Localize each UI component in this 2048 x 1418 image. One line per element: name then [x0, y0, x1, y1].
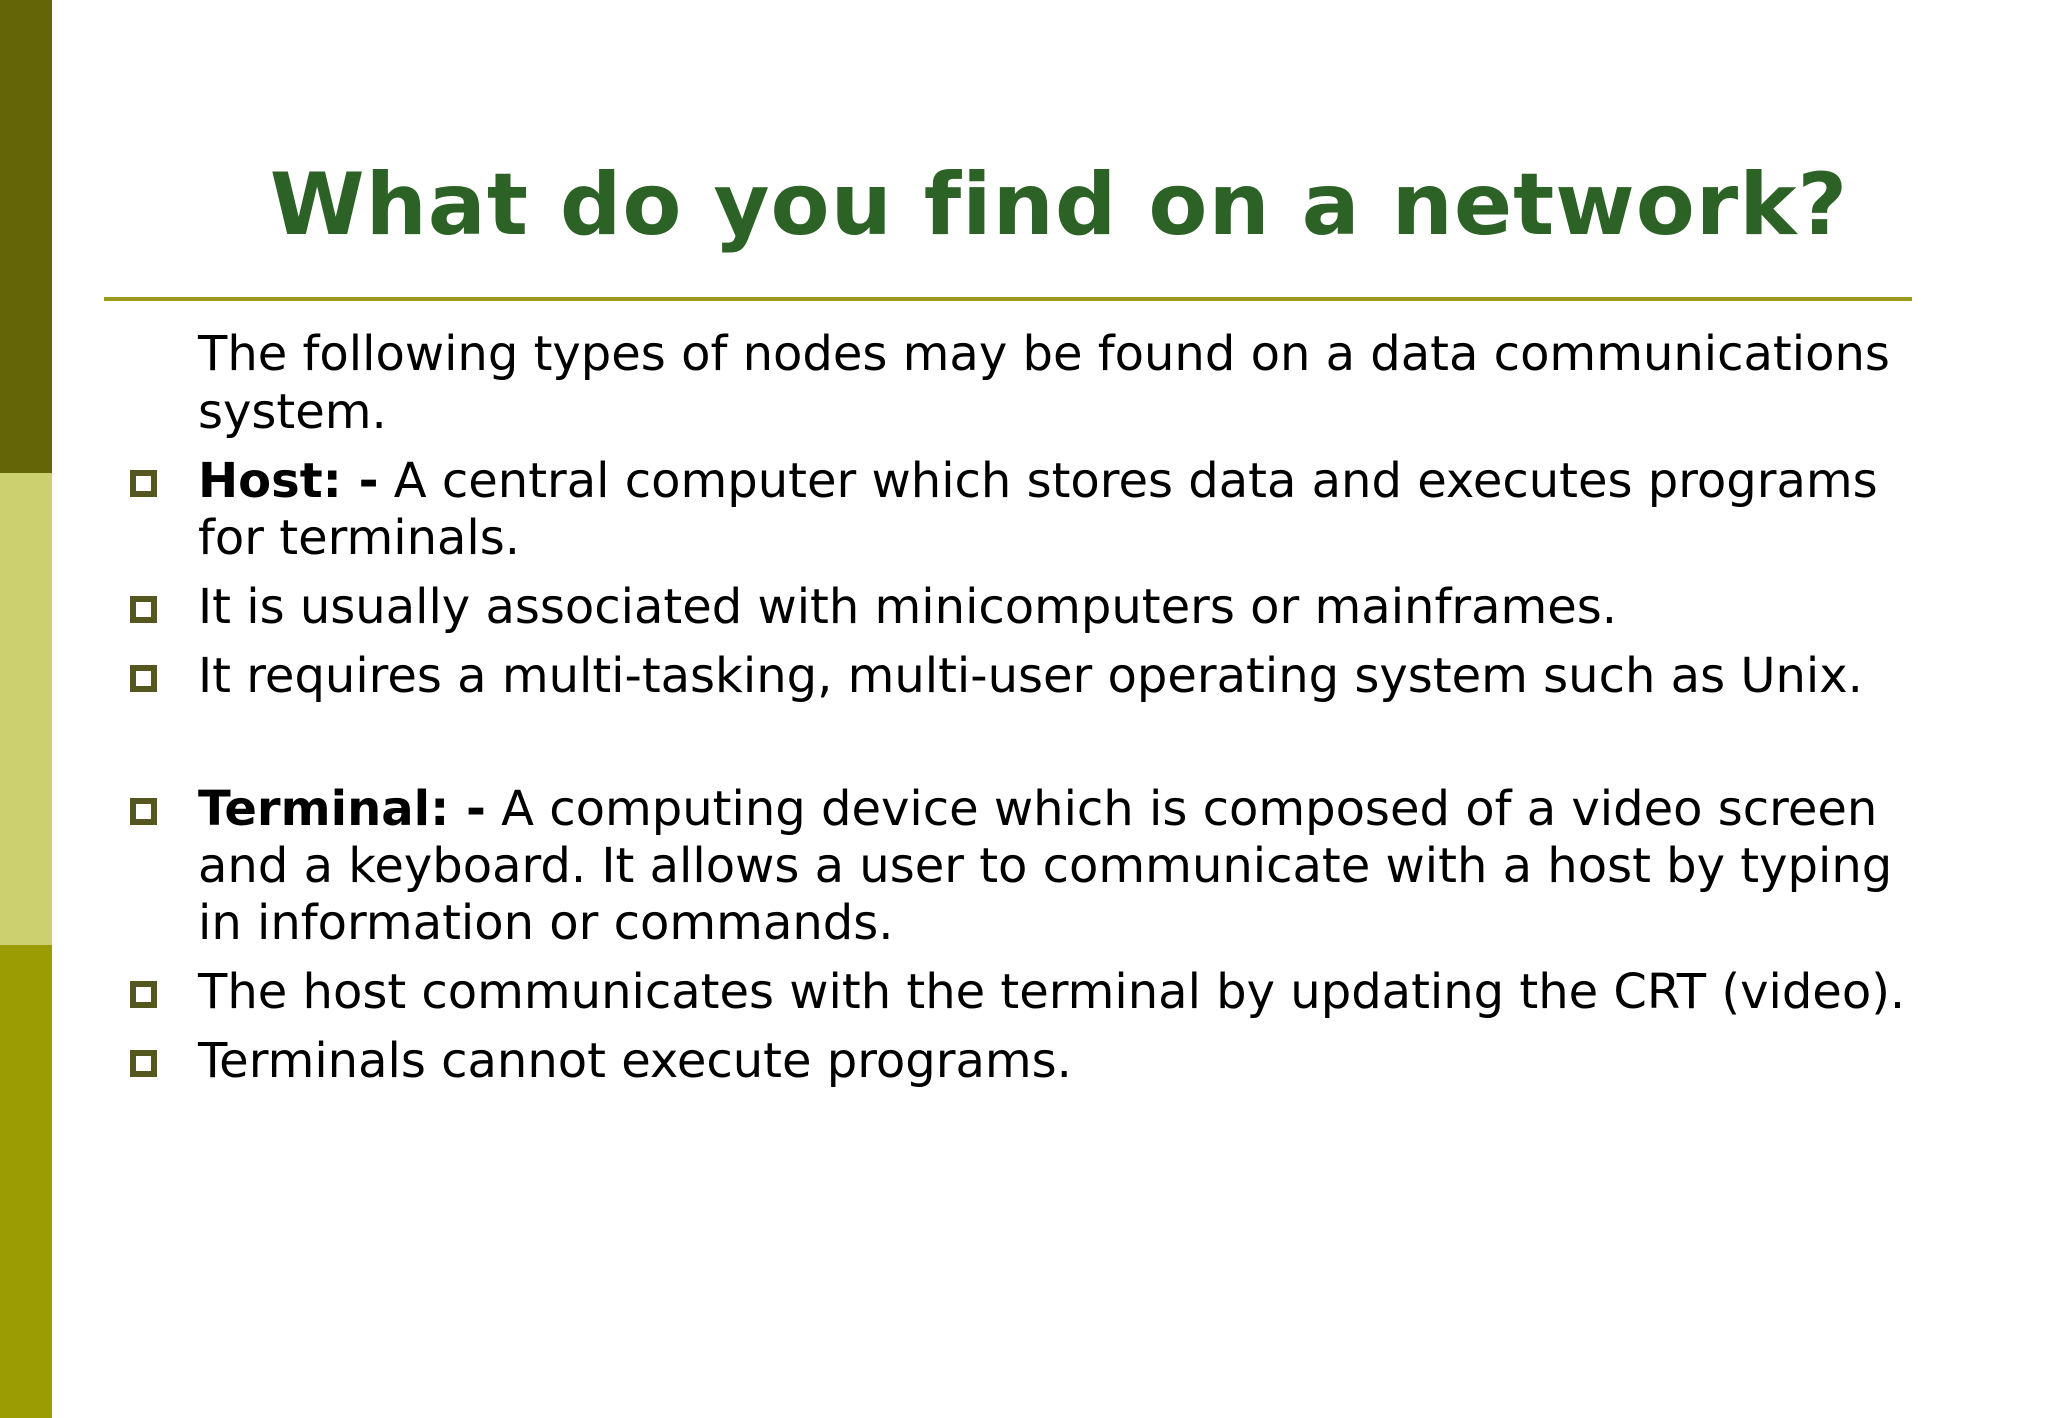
- intro-paragraph: The following types of nodes may be found on a data communications system.: [198, 326, 1890, 440]
- bullet-item-terminal: [128, 781, 1948, 952]
- bullet-item-host-os: [128, 648, 1948, 705]
- bullet-term: Host: -: [198, 453, 379, 509]
- title-divider: [104, 297, 1912, 301]
- bullet-item-host: [128, 453, 1948, 567]
- sidebar-stripe-top: [0, 0, 52, 473]
- hollow-square-bullet-icon: [130, 1050, 157, 1077]
- hollow-square-bullet-icon: [130, 596, 157, 623]
- bullet-text: The host communicates with the terminal by updating the CRT (video).: [198, 964, 1906, 1020]
- bullet-item-host-usage: [128, 579, 1948, 636]
- slide-title: What do you find on a network?: [269, 155, 1849, 255]
- hollow-square-bullet-icon: [130, 665, 157, 692]
- hollow-square-bullet-icon: [130, 470, 157, 497]
- bullet-text: It is usually associated with minicomputers or mainframes.: [198, 579, 1618, 635]
- sidebar-stripe-middle: [0, 473, 52, 945]
- bullet-list: [128, 453, 1948, 1102]
- bullet-text: A computing device which is composed of a video screen and a keyboard. It allows a user to communicate with a host by typing in information or commands.: [198, 781, 1893, 951]
- bullet-item-terminal-programs: [128, 1033, 1948, 1090]
- hollow-square-bullet-icon: [130, 798, 157, 825]
- bullet-text: It requires a multi-tasking, multi-user operating system such as Unix.: [198, 648, 1863, 704]
- bullet-term: Terminal: -: [198, 781, 486, 837]
- bullet-text: A central computer which stores data and executes programs for terminals.: [198, 453, 1878, 566]
- hollow-square-bullet-icon: [130, 981, 157, 1008]
- bullet-item-terminal-crt: [128, 964, 1948, 1021]
- sidebar-stripe-bottom: [0, 945, 52, 1418]
- bullet-text: Terminals cannot execute programs.: [198, 1033, 1072, 1089]
